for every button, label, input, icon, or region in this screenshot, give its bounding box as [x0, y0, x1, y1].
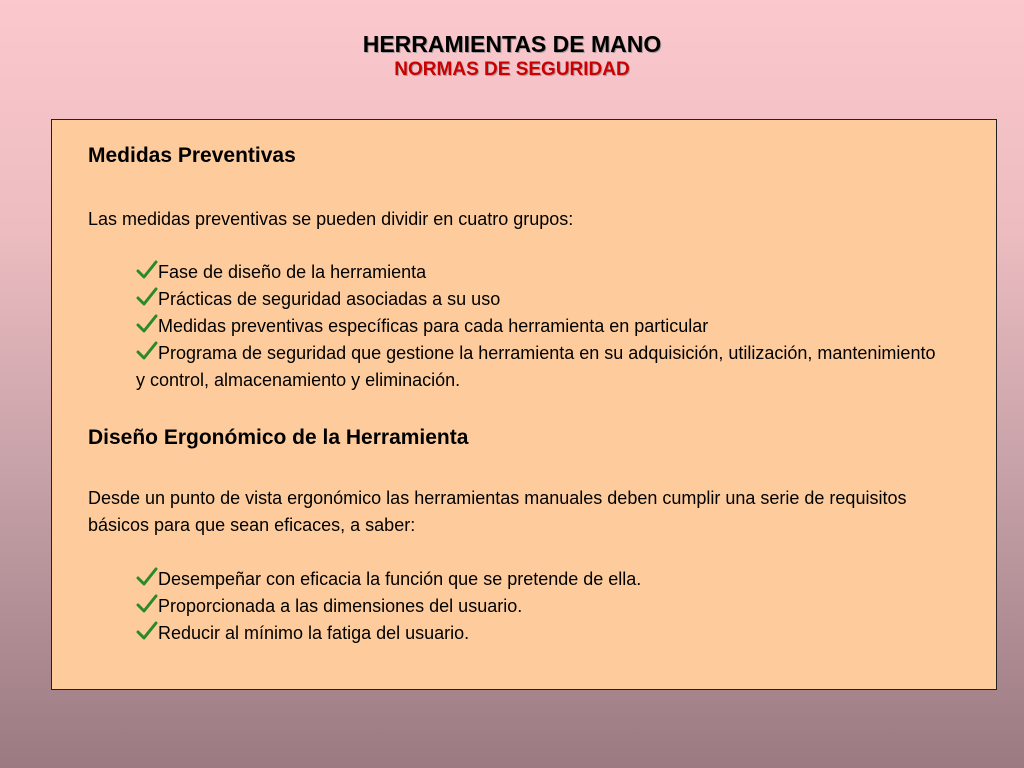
- content-box: [51, 119, 997, 690]
- section-heading-diseno: Diseño Ergonómico de la Herramienta: [88, 426, 469, 449]
- checkmark-icon: [136, 260, 158, 280]
- list-item-text: Medidas preventivas específicas para cada herramienta en particular: [158, 316, 709, 336]
- slide-subtitle: NORMAS DE SEGURIDAD: [394, 59, 630, 80]
- list-item: [136, 286, 936, 313]
- checkmark-icon: [136, 341, 158, 361]
- list-item: [136, 593, 936, 620]
- list-item-text: Programa de seguridad que gestione la herramienta en su adquisición, utilización, mantenimiento y control, almacenamiento y eliminación.: [136, 343, 936, 390]
- checklist-medidas: [136, 259, 936, 394]
- slide-title-block: [0, 30, 1024, 82]
- checkmark-icon: [136, 621, 158, 641]
- list-item-text: Desempeñar con eficacia la función que se pretende de ella.: [158, 569, 642, 589]
- section-heading-medidas: Medidas Preventivas: [88, 144, 296, 167]
- list-item: [136, 259, 936, 286]
- list-item: [136, 566, 936, 593]
- list-item: [136, 340, 936, 394]
- checkmark-icon: [136, 287, 158, 307]
- slide-title: HERRAMIENTAS DE MANO: [362, 31, 662, 57]
- checkmark-icon: [136, 314, 158, 334]
- list-item: [136, 620, 936, 647]
- list-item-text: Proporcionada a las dimensiones del usuario.: [158, 596, 523, 616]
- checkmark-icon: [136, 567, 158, 587]
- list-item: [136, 313, 936, 340]
- list-item-text: Fase de diseño de la herramienta: [158, 262, 427, 282]
- list-item-text: Reducir al mínimo la fatiga del usuario.: [158, 623, 470, 643]
- list-item-text: Prácticas de seguridad asociadas a su uso: [158, 289, 501, 309]
- checklist-diseno: [136, 566, 936, 647]
- section-intro-diseno: Desde un punto de vista ergonómico las herramientas manuales deben cumplir una serie de requisitos básicos para que sean eficaces, a saber:: [88, 488, 907, 535]
- section-intro-medidas: Las medidas preventivas se pueden dividir en cuatro grupos:: [88, 209, 574, 229]
- checkmark-icon: [136, 594, 158, 614]
